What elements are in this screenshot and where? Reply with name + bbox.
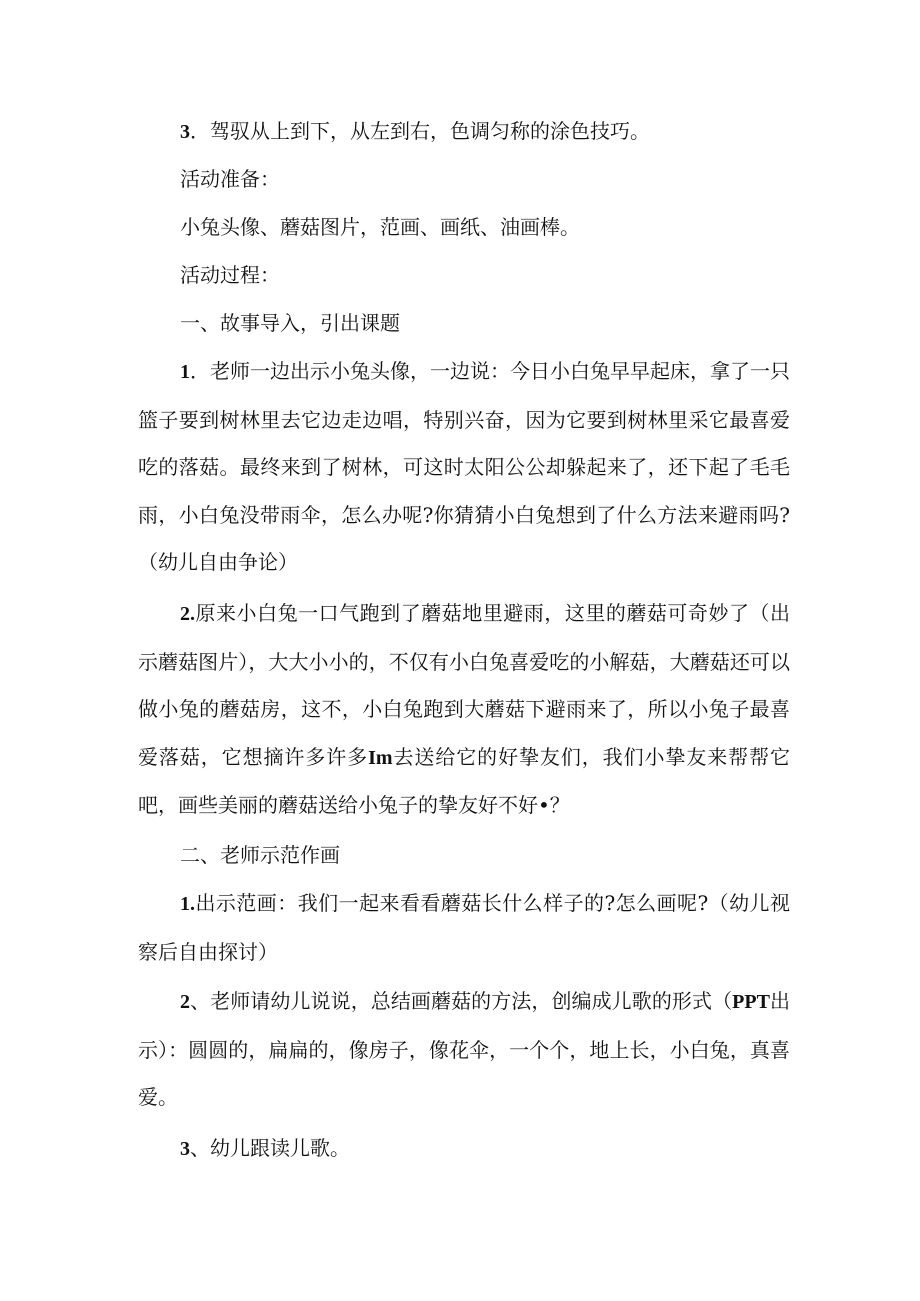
paragraph-text: 出示）：圆圆的，扁扁的，像房子，像花伞，一个个，地上长，小白兔，真喜爱。 xyxy=(138,989,791,1109)
paragraph-demo-step-3 xyxy=(180,1125,350,1174)
paragraph-text: 、幼儿跟读儿歌。 xyxy=(190,1136,350,1160)
list-number: 2. xyxy=(180,603,195,625)
paragraph-text: 、老师请幼儿说说，总结画蘑菇的方法，创编成儿歌的形式（ xyxy=(190,989,733,1013)
paragraph-objective-3 xyxy=(180,108,650,157)
paragraph-materials: 小兔头像、蘑菇图片，范画、画纸、油画棒。 xyxy=(180,215,580,239)
paragraph-text: ．老师一边出示小兔头像，一边说：今日小白兔早早起床，拿了一只篮子要到树林里去它边走边唱，特别兴奋，因为它要到树林里采它最喜爱吃的落菇。最终来到了树林，可这时太阳公公却躲起来了，还下起了毛毛雨，小白兔没带雨伞，怎么办呢?你猜猜小白兔想到了什么方法来避雨吗?（幼儿自由争论） xyxy=(138,359,790,574)
paragraph-story-step-1 xyxy=(138,348,790,587)
paragraph-demo-step-1 xyxy=(138,880,790,976)
inline-bold-text: Im xyxy=(368,746,393,769)
list-number: 1 xyxy=(180,361,190,383)
paragraph-text: 原来小白兔一口气跑到了蘑菇地里避雨，这里的蘑菇可奇妙了（出示蘑菇图片），大大小小的，不仅有小白兔喜爱吃的小解菇，大蘑菇还可以做小兔的蘑菇房，这不，小白兔跑到大蘑菇下避雨来了，所以小兔子最喜爱落菇，它想摘许多许多 xyxy=(138,601,790,769)
paragraph-text: ．驾驭从上到下，从左到右，色调匀称的涂色技巧。 xyxy=(190,119,650,143)
paragraph-text: 出示范画：我们一起来看看蘑菇长什么样子的?怎么画呢?（幼儿视察后自由探讨） xyxy=(138,891,790,964)
list-number: 2 xyxy=(180,991,190,1013)
section-heading-teacher-demo: 二、老师示范作画 xyxy=(180,843,340,867)
heading-activity-preparation: 活动准备： xyxy=(180,167,280,191)
list-number: 3 xyxy=(180,1138,190,1160)
paragraph-story-step-2 xyxy=(138,590,790,830)
list-number: 1. xyxy=(180,893,195,915)
paragraph-text: 去送给它的好挚友们，我们小挚友来帮帮它吧，画些美丽的蘑菇送给小兔子的挚友好不好•？ xyxy=(138,744,791,817)
heading-activity-process: 活动过程： xyxy=(180,263,280,287)
section-heading-story-intro: 一、故事导入，引出课题 xyxy=(180,311,400,335)
paragraph-demo-step-2 xyxy=(138,978,790,1122)
inline-bold-text: PPT xyxy=(732,991,770,1013)
list-number: 3 xyxy=(180,121,190,143)
